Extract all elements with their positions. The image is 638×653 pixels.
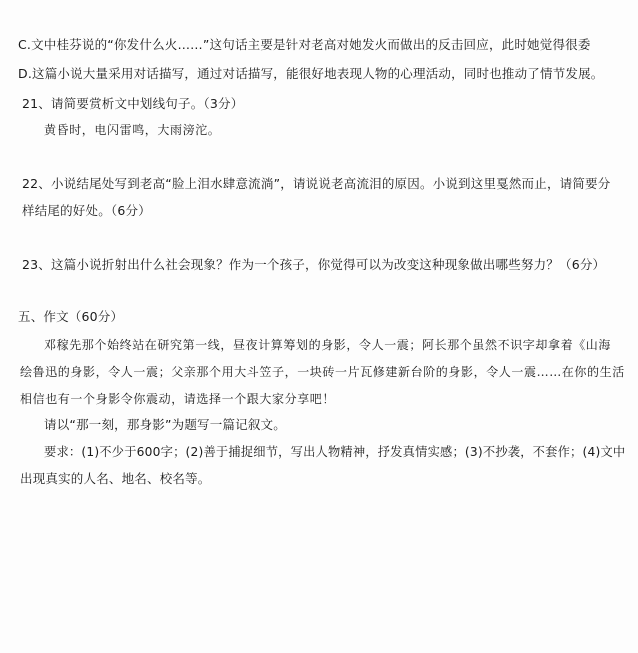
option-d: D.这篇小说大量采用对话描写，通过对话描写，能很好地表现人物的心理活动，同时也推动了情节发展。 bbox=[18, 66, 604, 81]
question-22-line-2: 样结尾的好处。（6分） bbox=[22, 203, 151, 218]
essay-prompt-line-3: 相信也有一个身影令你震动，请选择一个跟大家分享吧！ bbox=[20, 392, 336, 406]
essay-requirements-line-2: 出现真实的人名、地名、校名等。 bbox=[20, 471, 211, 486]
question-22-line-1: 22、小说结尾处写到老高“脸上泪水肆意流淌”，请说说老高流泪的原因。小说到这里戛然而止，请简要分 bbox=[22, 176, 611, 191]
essay-task: 请以“那一刻，那身影”为题写一篇记叙文。 bbox=[44, 417, 286, 432]
question-21-prompt: 21、请简要赏析文中划线句子。（3分） bbox=[22, 96, 244, 111]
essay-heading: 五、作文（60分） bbox=[18, 309, 124, 324]
essay-prompt-line-1: 邓稼先那个始终站在研究第一线，昼夜计算筹划的身影，令人一震；阿长那个虽然不识字却拿着《山海 bbox=[44, 338, 612, 352]
question-21-quote: 黄昏时，电闪雷鸣，大雨滂沱。 bbox=[44, 123, 221, 137]
question-23: 23、这篇小说折射出什么社会现象？作为一个孩子，你觉得可以为改变这种现象做出哪些努力？（6分） bbox=[22, 257, 606, 272]
essay-requirements-line-1: 要求：(1)不少于600字；(2)善于捕捉细节，写出人物精神，抒发真情实感；(3)不抄袭，不套作；(4)文中 bbox=[44, 445, 626, 459]
option-c: C.文中桂芬说的“你发什么火……”这句话主要是针对老高对她发火而做出的反击回应，此时她觉得很委 bbox=[18, 37, 591, 52]
essay-prompt-line-2: 绘鲁迅的身影，令人一震；父亲那个用大斗笠子，一块砖一片瓦修建新台阶的身影，令人一震……在你的生活 bbox=[20, 365, 625, 379]
